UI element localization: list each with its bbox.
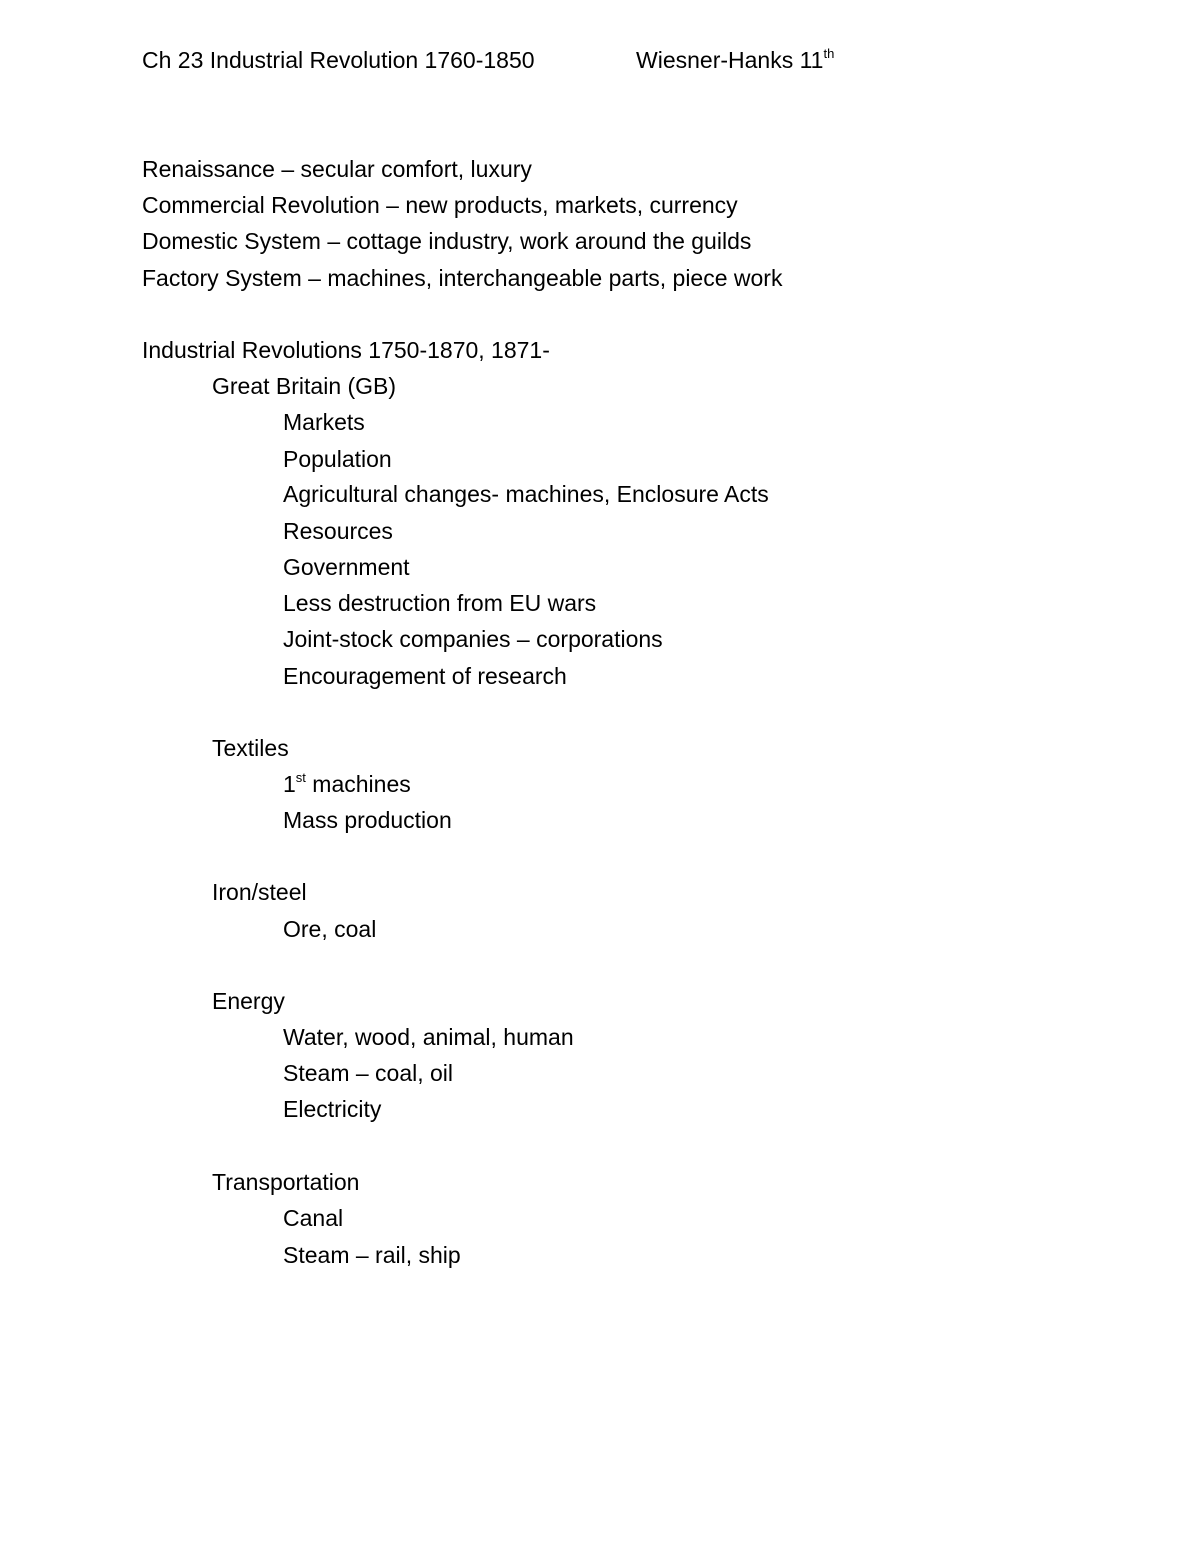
list-item-text: machines bbox=[305, 771, 411, 797]
section-textiles: Textiles bbox=[212, 735, 289, 761]
list-item: Water, wood, animal, human bbox=[283, 1024, 574, 1050]
section-transportation: Transportation bbox=[212, 1169, 360, 1195]
document-title: Ch 23 Industrial Revolution 1760-1850 bbox=[142, 47, 535, 73]
author-superscript: th bbox=[823, 46, 835, 61]
list-item: Agricultural changes- machines, Enclosure Acts bbox=[283, 481, 769, 507]
list-item: Canal bbox=[283, 1205, 344, 1231]
outline-heading: Industrial Revolutions 1750-1870, 1871- bbox=[142, 337, 550, 363]
document-author bbox=[636, 46, 834, 74]
ordinal-suffix: st bbox=[295, 770, 306, 785]
list-item: Markets bbox=[283, 409, 365, 435]
section-great-britain: Great Britain (GB) bbox=[212, 373, 397, 399]
section-energy: Energy bbox=[212, 988, 285, 1014]
list-item bbox=[283, 770, 411, 798]
list-item: Resources bbox=[283, 518, 393, 544]
list-item: Government bbox=[283, 554, 410, 580]
list-item: Electricity bbox=[283, 1096, 382, 1122]
list-item: Encouragement of research bbox=[283, 663, 567, 689]
intro-line-domestic: Domestic System – cottage industry, work around the guilds bbox=[142, 228, 752, 254]
intro-line-commercial: Commercial Revolution – new products, markets, currency bbox=[142, 192, 738, 218]
author-text: Wiesner-Hanks 11 bbox=[636, 47, 824, 73]
ordinal-number: 1 bbox=[283, 771, 296, 797]
list-item: Steam – coal, oil bbox=[283, 1060, 454, 1086]
list-item: Ore, coal bbox=[283, 916, 377, 942]
intro-line-renaissance: Renaissance – secular comfort, luxury bbox=[142, 156, 532, 182]
list-item: Population bbox=[283, 446, 392, 472]
list-item: Less destruction from EU wars bbox=[283, 590, 597, 616]
intro-line-factory: Factory System – machines, interchangeable parts, piece work bbox=[142, 265, 783, 291]
section-iron-steel: Iron/steel bbox=[212, 879, 307, 905]
list-item: Joint-stock companies – corporations bbox=[283, 626, 663, 652]
list-item: Mass production bbox=[283, 807, 452, 833]
list-item: Steam – rail, ship bbox=[283, 1242, 461, 1268]
